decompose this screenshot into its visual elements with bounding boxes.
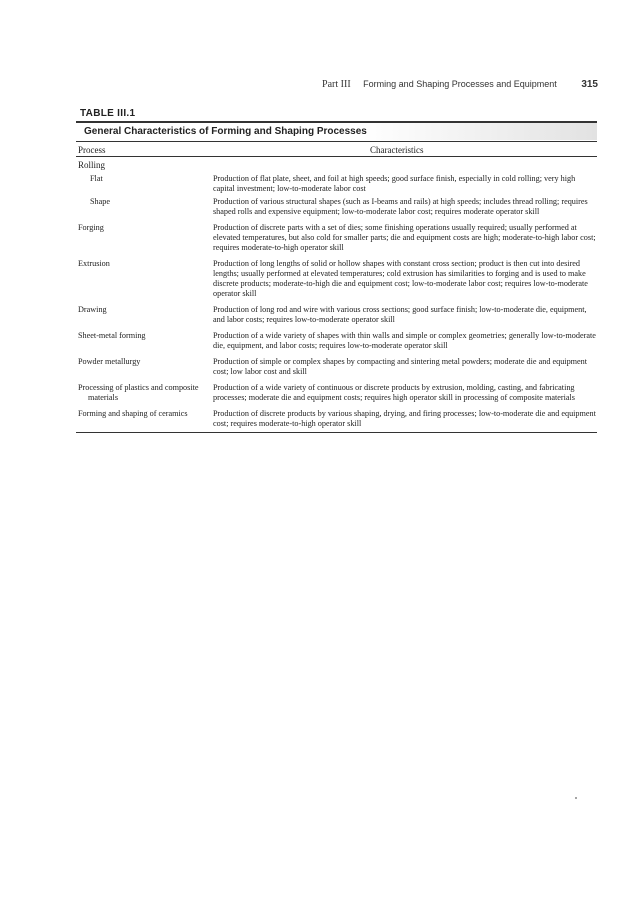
characteristics-cell: Production of long lengths of solid or hollow shapes with constant cross section; product is then cut into desired lengths; usually performed at elevated temperatures; cold extrusion has similarities to forging and is used to make discrete products; moderate-to-high die and equipment cost; low-to-moderate labor cost; requires low-to-moderate operator skill [213, 259, 588, 298]
characteristics-cell: Production of simple or complex shapes by compacting and sintering metal powders; moderate die and equipment cost; low labor cost and skill [213, 357, 588, 376]
part-label: Part III [322, 79, 351, 90]
section-title: Forming and Shaping Processes and Equipment [363, 79, 557, 89]
characteristics-cell: Production of various structural shapes (such as I-beams and rails) at high speeds; includes thread rolling; requires shaped rolls and expensive equipment; low-to-moderate labor cost; requires moderate operator skill [213, 197, 588, 216]
table-caption: General Characteristics of Forming and Shaping Processes [84, 126, 367, 137]
characteristics-cell: Production of discrete parts with a set of dies; some finishing operations usually required; usually performed at elevated temperatures, but also cold for smaller parts; die and equipment costs are high; moderate-to-high labor cost; requires moderate-to-high operator skill [213, 223, 596, 252]
characteristics-cell: Production of long rod and wire with various cross sections; good surface finish; low-to-moderate die, equipment, and labor costs; requires low-to-moderate operator skill [213, 305, 587, 324]
header-rule [76, 156, 597, 157]
bottom-rule [76, 432, 597, 433]
group-title-rolling: Rolling [78, 160, 106, 170]
characteristics-cell: Production of discrete products by various shaping, drying, and firing processes; low-to-moderate die and equipment cost; requires moderate-to-high operator skill [213, 409, 596, 428]
table-row [78, 223, 598, 253]
table-body [78, 160, 598, 429]
process-cell: Flat [90, 174, 103, 183]
table-row [78, 259, 598, 299]
process-cell: Forming and shaping of ceramics [78, 409, 188, 418]
column-header-characteristics: Characteristics [370, 145, 424, 155]
column-header-process: Process [78, 145, 106, 155]
process-cell: Processing of plastics and composite materials [78, 383, 199, 402]
process-cell: Drawing [78, 305, 107, 314]
table-row [78, 383, 598, 403]
process-cell: Shape [90, 197, 111, 206]
process-cell: Extrusion [78, 259, 110, 268]
table-label: TABLE III.1 [80, 108, 136, 119]
table-row [78, 174, 598, 194]
process-cell: Forging [78, 223, 104, 232]
characteristics-cell: Production of flat plate, sheet, and foil at high speeds; good surface finish, especially in cold rolling; very high capital investment; low-to-moderate labor cost [213, 174, 576, 193]
page-number: 315 [581, 79, 598, 90]
table-row [78, 331, 598, 351]
table-row [78, 305, 598, 325]
running-head [322, 79, 598, 90]
process-cell: Sheet-metal forming [78, 331, 146, 340]
table-row [78, 409, 598, 429]
table-row [78, 197, 598, 217]
page-speck [575, 797, 577, 799]
characteristics-cell: Production of a wide variety of shapes with thin walls and simple or complex geometries; generally low-to-moderate die, equipment, and labor costs; requires low-to-moderate operator skill [213, 331, 596, 350]
table-row [78, 357, 598, 377]
caption-rule [76, 141, 597, 142]
characteristics-cell: Production of a wide variety of continuous or discrete products by extrusion, molding, casting, and fabricating processes; moderate die and equipment costs; requires high operator skill in processing of composite materials [213, 383, 575, 402]
process-cell: Powder metallurgy [78, 357, 141, 366]
